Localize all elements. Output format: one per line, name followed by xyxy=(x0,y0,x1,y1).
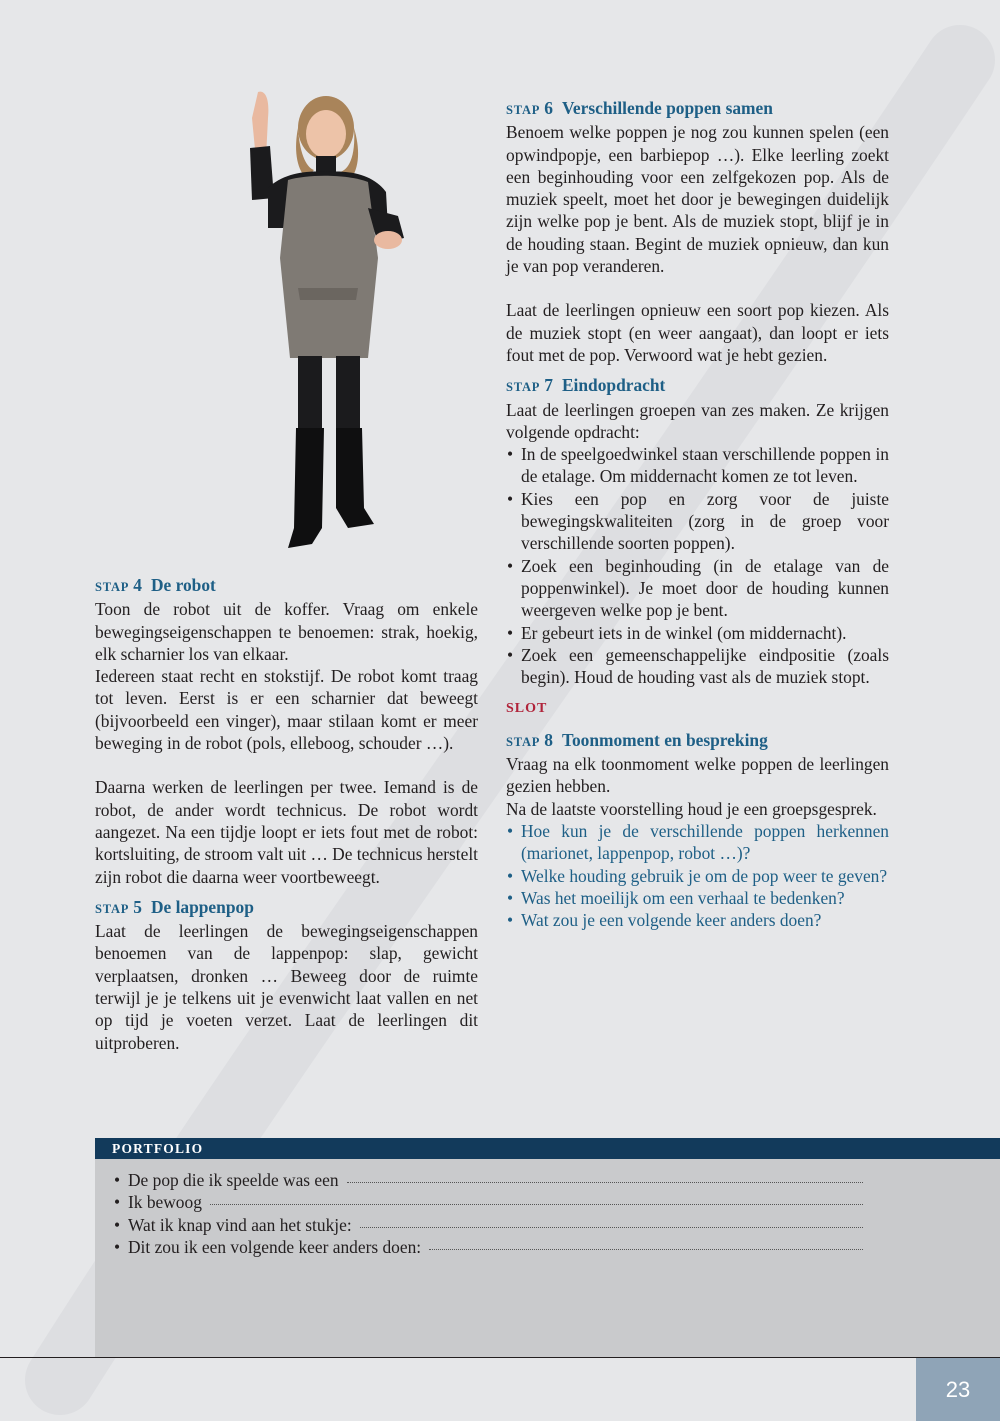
step7-heading xyxy=(506,374,889,398)
portfolio-list xyxy=(113,1169,863,1258)
portfolio-prompt: Wat ik knap vind aan het stukje: xyxy=(128,1214,352,1235)
step7-paragraph-1: Laat de leerlingen groepen van zes maken. Ze krijgen volgende opdracht: xyxy=(506,399,889,442)
list-item-text: Wat zou je een volgende keer anders doen? xyxy=(521,910,822,931)
list-item xyxy=(506,820,889,865)
portfolio-prompt: De pop die ik speelde was een xyxy=(128,1170,339,1190)
bullet: • xyxy=(507,488,514,509)
step-label: STAP xyxy=(506,734,541,749)
step-label: STAP xyxy=(95,580,130,594)
photo-girl-posing xyxy=(228,88,418,556)
bullet: • xyxy=(114,1170,121,1190)
step6-paragraph-2: Laat de leerlingen opnieuw een soort pop kiezen. Als de muziek stopt (en weer aangaat), dan loopt er iets fout met de pop. Verwoord wat je hebt gezien. xyxy=(506,300,889,365)
step6-heading xyxy=(506,97,889,121)
step-label: STAP xyxy=(506,103,541,117)
bullet: • xyxy=(507,555,514,576)
step-number: 6 xyxy=(544,98,553,118)
bullet: • xyxy=(507,910,514,931)
list-item-text: Kies een pop en zorg voor de juiste bewegingskwaliteiten (zorg in de groep voor verschillende soorten poppen). xyxy=(521,488,889,554)
fill-in-line[interactable] xyxy=(347,1182,863,1183)
list-item-text: Hoe kun je de verschillende poppen herkennen (marionet, lappenpop, robot …)? xyxy=(521,820,889,864)
page-number: 23 xyxy=(945,1377,971,1402)
step-number: 5 xyxy=(133,896,142,917)
bullet: • xyxy=(114,1192,121,1213)
step-number: 8 xyxy=(544,729,553,750)
bullet: • xyxy=(507,820,514,841)
portfolio-prompt: Dit zou ik een volgende keer anders doen: xyxy=(128,1236,422,1257)
step8-heading xyxy=(506,729,889,753)
fill-in-line[interactable] xyxy=(360,1227,863,1228)
step-label: STAP xyxy=(95,901,130,916)
step4-paragraph-3: Daarna werken de leerlingen per twee. Iemand is de robot, de ander wordt technicus. De robot wordt aangezet. Na een tijdje loopt er iets fout met de robot: kortsluiting, de stroom valt uit … De technicus herstelt zijn robot die daarna weer voortbeweegt. xyxy=(95,777,479,887)
list-item-text: Welke houding gebruik je om de pop weer te geven? xyxy=(521,865,888,886)
list-item-text: Zoek een gemeenschappelijke eindpositie (zoals begin). Houd de houding vast als de muziek stopt. xyxy=(521,644,889,688)
bullet: • xyxy=(507,887,514,908)
list-item xyxy=(506,443,889,488)
list-item xyxy=(506,865,889,887)
fill-in-line[interactable] xyxy=(429,1249,863,1250)
portfolio-item xyxy=(113,1169,863,1191)
list-item xyxy=(506,555,889,622)
list-item-text: Er gebeurt iets in de winkel (om middernacht). xyxy=(521,622,847,643)
right-column xyxy=(506,97,889,931)
list-item-text: Was het moeilijk om een verhaal te bedenken? xyxy=(521,887,845,908)
step-title: Toonmoment en bespreking xyxy=(561,729,768,750)
step4-heading xyxy=(95,574,478,598)
portfolio-prompt: Ik bewoog xyxy=(128,1192,202,1213)
step7-bullet-list xyxy=(506,443,889,688)
bullet: • xyxy=(114,1214,121,1235)
step-number: 7 xyxy=(544,375,553,396)
list-item-text: Zoek een beginhouding (in de etalage van de poppenwinkel). Je moet door de houding kunnen weergeven welke pop je bent. xyxy=(521,555,889,621)
step-title: Eindopdracht xyxy=(561,375,666,396)
left-column xyxy=(95,574,478,1054)
bullet: • xyxy=(507,865,514,886)
footer-rule xyxy=(0,1357,1000,1358)
list-item xyxy=(506,622,889,644)
bullet: • xyxy=(507,644,514,665)
bullet: • xyxy=(507,622,514,643)
portfolio-item xyxy=(113,1191,863,1213)
step-title: De lappenpop xyxy=(150,896,254,917)
step-label: STAP xyxy=(506,380,541,395)
step5-heading xyxy=(95,896,478,920)
bullet: • xyxy=(507,444,514,465)
step8-question-list xyxy=(506,820,889,931)
list-item xyxy=(506,644,889,689)
list-item xyxy=(506,909,889,931)
step4-paragraph-1: Toon de robot uit de koffer. Vraag om enkele bewegingseigenschappen te benoemen: strak, hoekig, elk scharnier los van elkaar. xyxy=(95,599,478,664)
portfolio-item xyxy=(113,1236,863,1258)
list-item xyxy=(506,488,889,555)
slot-heading: SLOT xyxy=(506,701,548,717)
step-title: De robot xyxy=(150,575,216,595)
step-title: Verschillende poppen samen xyxy=(561,98,773,118)
step-number: 4 xyxy=(133,575,142,595)
step8-paragraph-1: Vraag na elk toonmoment welke poppen de leerlingen gezien hebben. xyxy=(506,754,889,797)
portfolio-heading: PORTFOLIO xyxy=(95,1138,1000,1159)
step5-paragraph-1: Laat de leerlingen de bewegingseigenschappen benoemen van de lappenpop: slap, gewicht verplaatsen, dronken … Beweeg door de ruimte terwijl je je telkens uit je evenwicht laat vallen en net op tijd je voeten verzet. Laat de leerlingen dit uitproberen. xyxy=(95,921,478,1053)
fill-in-line[interactable] xyxy=(210,1204,863,1205)
list-item-text: In de speelgoedwinkel staan verschillende poppen in de etalage. Om middernacht komen ze tot leven. xyxy=(521,444,889,487)
step4-paragraph-2: Iedereen staat recht en stokstijf. De robot komt traag tot leven. Eerst is er een scharnier dat beweegt (bijvoorbeeld een vinger), maar stilaan komt er meer beweging in de robot (pols, elleboog, schouder …). xyxy=(95,666,478,754)
list-item xyxy=(506,887,889,909)
step8-paragraph-2: Na de laatste voorstelling houd je een groepsgesprek. xyxy=(506,798,877,819)
portfolio-item xyxy=(113,1214,863,1236)
step6-paragraph-1: Benoem welke poppen je nog zou kunnen spelen (een opwindpopje, een barbiepop …). Elke leerling zoekt een beginhouding voor een zelfgekozen pop. Als de muziek speelt, moet het door je bewegingen duidelijk zijn welke pop je bent. Als de muziek stopt, blijf je in de houding staan. Begint de muziek opnieuw, dan kun je van pop veranderen. xyxy=(506,122,889,277)
bullet: • xyxy=(114,1236,121,1257)
